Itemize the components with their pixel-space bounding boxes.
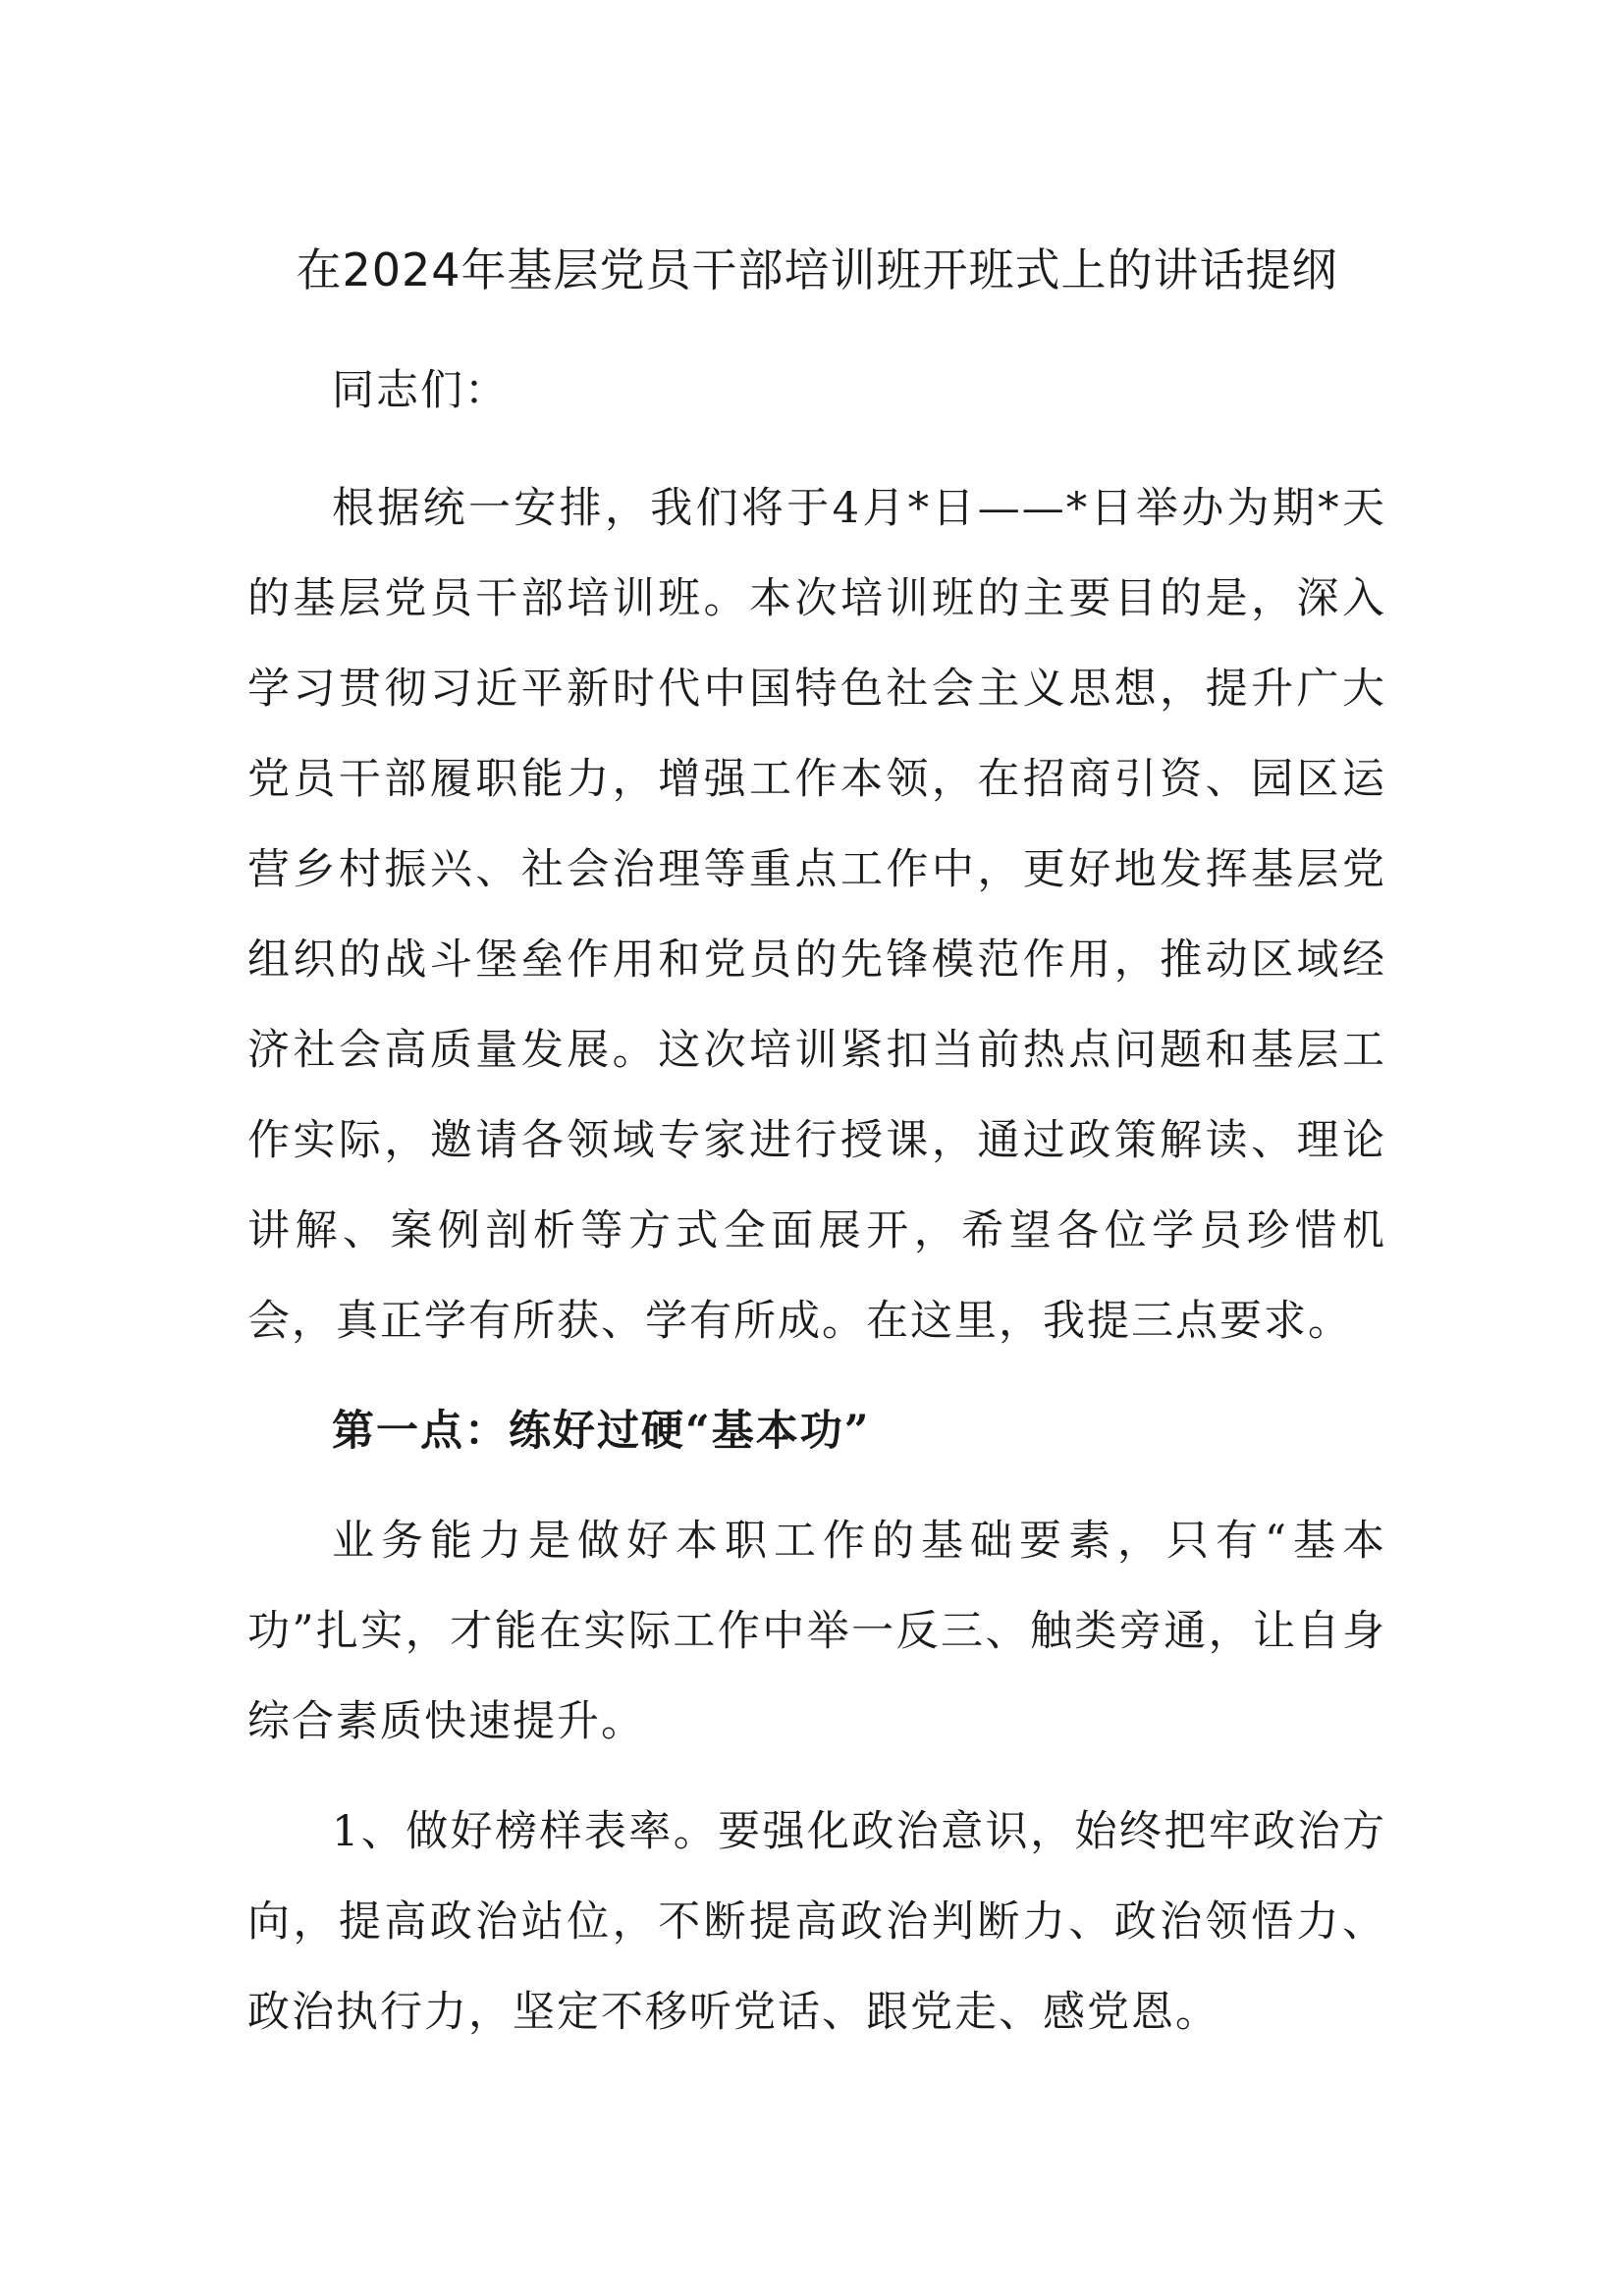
document-body [247, 236, 1386, 2077]
salutation: 同志们： [332, 366, 509, 415]
item-1-paragraph: 1、做好榜样表率。要强化政治意识，始终把牢政治方向，提高政治站位，不断提高政治判断力、政治领悟力、政治执行力，坚定不移听党话、跟党走、感党恩。 [247, 1807, 1386, 2037]
section-1-paragraph: 业务能力是做好本职工作的基础要素，只有“基本功”扎实，才能在实际工作中举一反三、触类旁通，让自身综合素质快速提升。 [247, 1517, 1386, 1746]
section-1-heading: 第一点：练好过硬“基本功” [332, 1407, 871, 1456]
intro-paragraph: 根据统一安排，我们将于4月*日——*日举办为期*天的基层党员干部培训班。本次培训班的主要目的是，深入学习贯彻习近平新时代中国特色社会主义思想，提升广大党员干部履职能力，增强工作本领，在招商引资、园区运营乡村振兴、社会治理等重点工作中，更好地发挥基层党组织的战斗堡垒作用和党员的先锋模范作用，推动区域经济社会高质量发展。这次培训紧扣当前热点问题和基层工作实际，邀请各领域专家进行授课，通过政策解读、理论讲解、案例剖析等方式全面展开，希望各位学员珍惜机会，真正学有所获、学有所成。在这里，我提三点要求。 [247, 484, 1386, 1346]
document-title: 在2024年基层党员干部培训班开班式上的讲话提纲 [296, 243, 1338, 296]
